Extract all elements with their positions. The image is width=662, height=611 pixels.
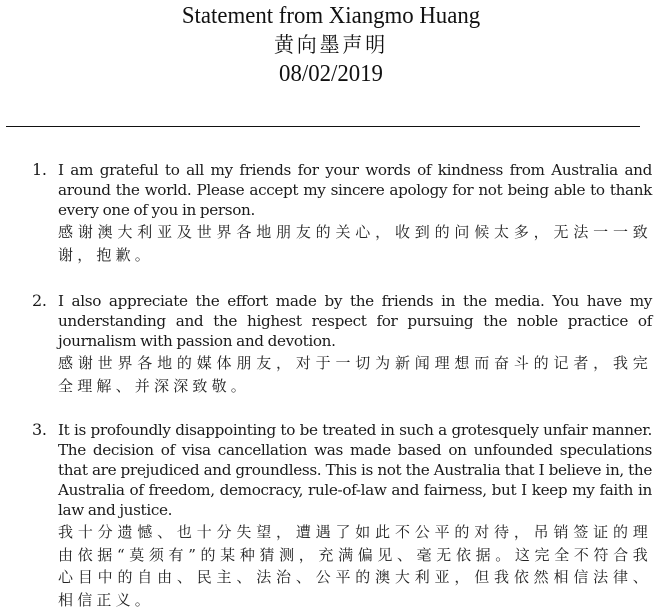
list-item <box>32 291 652 397</box>
title-chinese: 黄向墨声明 <box>274 33 388 57</box>
horizontal-divider <box>6 126 640 127</box>
item-text-english: I am grateful to all my friends for your words of kindness from Australia and around the world. Please accept my sincere apology for not being able to thank every one of you in person. <box>58 161 652 219</box>
statement-date: 08/02/2019 <box>279 61 383 87</box>
item-text-english: I also appreciate the effort made by the friends in the media. You have my understanding and the highest respect for pursuing the noble practice of journalism with passion and devotion. <box>58 292 652 350</box>
item-number: 2. <box>32 291 47 310</box>
list-item <box>32 160 652 266</box>
item-text-chinese: 感谢澳大利亚及世界各地朋友的关心，收到的问候太多，无法一一致谢，抱歉。 <box>58 223 652 264</box>
item-text-english: It is profoundly disappointing to be treated in such a grotesquely unfair manner. The decision of visa cancellation was made based on unfounded speculations that are prejudiced and groundless. This is not the Australia that I believe in, the Australia of freedom, democracy, rule-of-law and fairness, but I keep my faith in law and justice. <box>58 421 652 519</box>
item-text-chinese: 我十分遗憾、也十分失望，遭遇了如此不公平的对待，吊销签证的理由依据“莫须有”的某种猜测，充满偏见、毫无依据。这完全不符合我心目中的自由、民主、法治、公平的澳大利亚，但我依然相信法律、相信正义。 <box>58 523 652 609</box>
statement-list <box>0 160 662 611</box>
statement-header <box>0 2 662 89</box>
item-number: 1. <box>32 160 47 179</box>
title-english: Statement from Xiangmo Huang <box>181 3 481 29</box>
list-item <box>32 420 652 611</box>
item-text-chinese: 感谢世界各地的媒体朋友，对于一切为新闻理想而奋斗的记者，我完全理解、并深深致敬。 <box>58 354 652 395</box>
item-number: 3. <box>32 420 47 439</box>
